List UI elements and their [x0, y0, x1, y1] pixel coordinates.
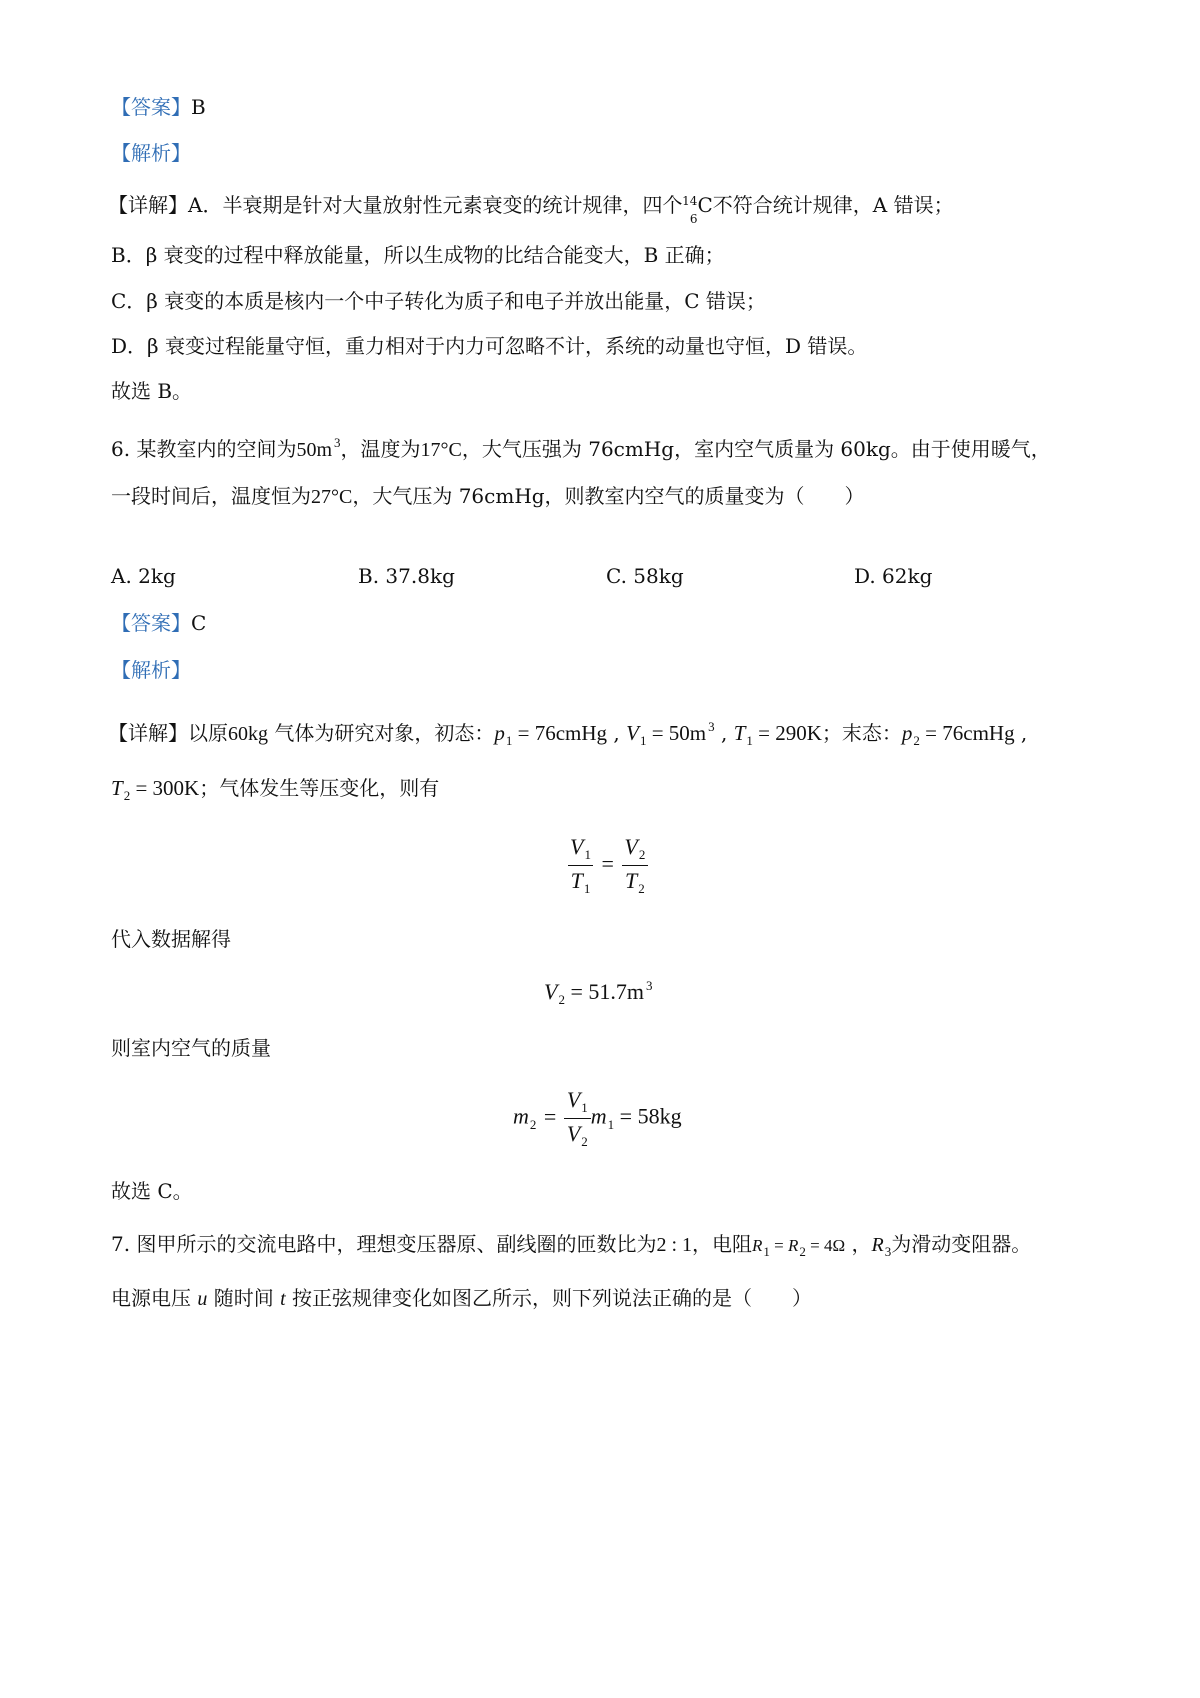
answer-value: C	[191, 611, 207, 635]
answer-tag: 【答案】	[111, 611, 191, 635]
q5-analysis-line	[111, 139, 191, 167]
t2-equation: $T_2 = 300K$	[111, 776, 200, 803]
analysis-tag: 【解析】	[111, 141, 191, 165]
stem-text: 随时间	[213, 1286, 274, 1310]
mass-value: 60kg	[228, 723, 268, 745]
time-symbol: t	[280, 1288, 286, 1310]
isotope-notation	[682, 191, 698, 226]
t1-equation: $T_1 = 290K$	[733, 721, 822, 748]
q6-stem-line1	[111, 429, 1051, 464]
stem-text: 7. 图甲所示的交流电路中，理想变压器原、副线圈的匝数比为	[111, 1232, 657, 1256]
stem-text: 按正弦规律变化如图乙所示，则下列说法正确的是（ ）	[292, 1286, 812, 1310]
detail-text: 以原	[188, 721, 228, 745]
q6-detail-line2	[111, 774, 439, 810]
q7-stem-line1: 7. 图甲所示的交流电路中，理想变压器原、副线圈的匝数比为2 : 1，电阻$R_1 = R_2 = 4\Omega$ ，$R_3$为滑动变阻器。	[111, 1232, 1032, 1259]
stem-text: 一段时间后，温度恒为	[111, 484, 311, 508]
temperature-value: 17°C	[420, 439, 462, 461]
isotope-number: 6	[689, 212, 698, 226]
voltage-symbol: u	[197, 1288, 208, 1310]
q6-answer-line	[111, 609, 206, 637]
q5-detail-b: B．β 衰变的过程中释放能量，所以生成物的比结合能变大，B 正确；	[111, 243, 725, 267]
resistance-equation: $R_1 = R_2 = 4\Omega$	[752, 1236, 846, 1259]
detail-text: A．半衰期是针对大量放射性元素衰变的统计规律，四个	[188, 193, 683, 217]
q6-conclusion: 故选 C。	[111, 1179, 193, 1203]
stem-text: 电源电压	[111, 1286, 191, 1310]
q5-detail-c: C．β 衰变的本质是核内一个中子转化为质子和电子并放出能量，C 错误；	[111, 289, 766, 313]
q7-stem-line2	[111, 1284, 812, 1313]
temperature-value: 27°C	[311, 486, 353, 508]
volume-value: 50m $^3$	[296, 435, 341, 461]
detail-tag: 【详解】	[108, 193, 188, 217]
q6-stem-line2	[111, 482, 865, 511]
detail-text: 气体为研究对象，初态：	[268, 721, 495, 745]
isotope-symbol: C	[697, 193, 713, 217]
r3-symbol: $R_3$	[871, 1234, 892, 1259]
charles-law-equation: $\frac{V_1}{T_1}$ = $\frac{V_2}{T_2}$	[567, 834, 648, 897]
turns-ratio: 2 : 1	[656, 1234, 693, 1256]
q5-detail-d: D．β 衰变过程能量守恒，重力相对于内力可忽略不计，系统的动量也守恒，D 错误。	[111, 334, 868, 358]
m2-result-equation: $m_2$ = $\frac{V_1}{V_2}$ $m_1 = 58kg$	[513, 1087, 682, 1149]
stem-text: ，大气压为 76cmHg，则教室内空气的质量变为（ ）	[352, 484, 865, 508]
option-d: D. 62kg	[854, 564, 933, 588]
q6-detail-line1: 【详解】以原60kg 气体为研究对象，初态：$p_1$ = 76cmHg , $V_1 = 50m$ $^3$ , $T_1 = 290K$；末态：$p_2$ = 76cmHg ,	[108, 719, 1028, 748]
v1-equation: $V_1 = 50m$ $^3$	[626, 719, 715, 748]
option-c: C. 58kg	[606, 564, 684, 588]
q5-conclusion: 故选 B。	[111, 379, 193, 403]
isotope-mass: 14	[682, 194, 698, 208]
stem-text: ，温度为	[340, 437, 421, 461]
analysis-tag: 【解析】	[111, 658, 191, 682]
q6-substitute-text: 代入数据解得	[111, 927, 231, 951]
p1-equation: $p_1$ = 76cmHg	[494, 721, 608, 748]
stem-text: 6. 某教室内的空间为	[111, 437, 297, 461]
answer-value: B	[191, 95, 206, 119]
p2-equation: $p_2$ = 76cmHg	[901, 721, 1015, 748]
q6-mass-text: 则室内空气的质量	[111, 1036, 271, 1060]
q5-detail-a	[108, 191, 954, 226]
stem-text: 为滑动变阻器。	[891, 1232, 1032, 1256]
detail-tag: 【详解】	[108, 721, 188, 745]
stem-text: ，电阻	[692, 1232, 753, 1256]
answer-tag: 【答案】	[111, 95, 191, 119]
option-a: A. 2kg	[111, 564, 176, 588]
detail-text: 不符合统计规律，A 错误；	[712, 193, 954, 217]
detail-text: ；末态：	[821, 721, 902, 745]
detail-text: ；气体发生等压变化，则有	[199, 776, 440, 800]
v2-result-equation: $V_2 = 51.7m$ $^3$	[544, 978, 653, 1007]
q5-answer-line	[111, 93, 206, 121]
stem-text: ，大气压强为 76cmHg，室内空气质量为 60kg。由于使用暖气，	[461, 437, 1051, 461]
q6-analysis-line	[111, 656, 191, 684]
option-b: B. 37.8kg	[358, 564, 455, 588]
